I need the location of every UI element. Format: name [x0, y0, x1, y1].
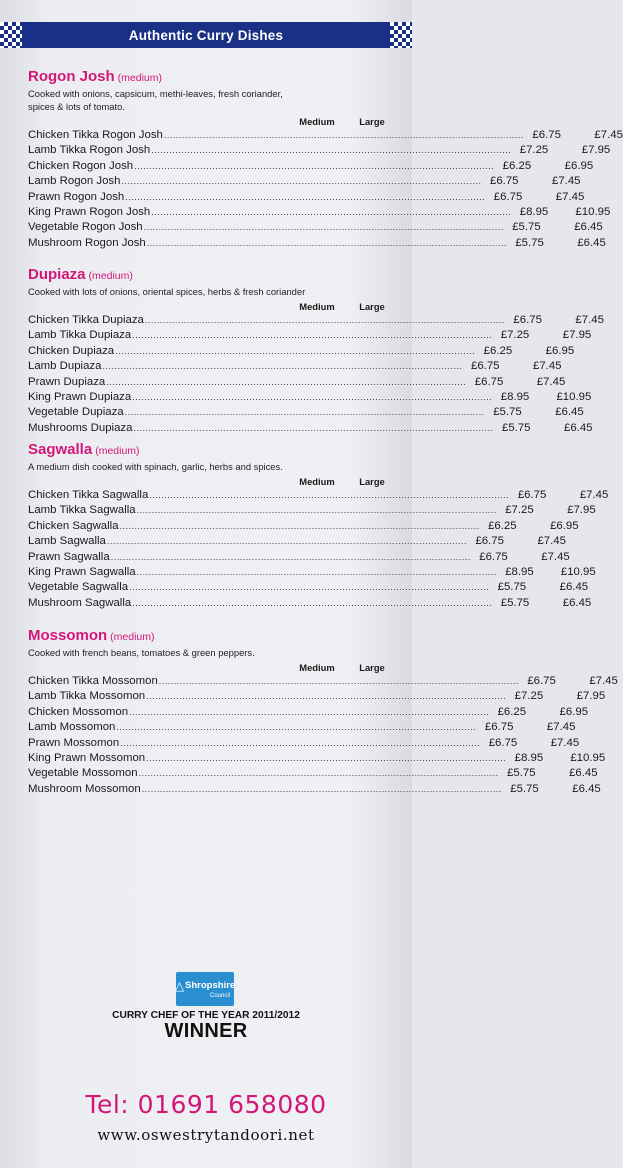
price-large: £7.45 [594, 129, 623, 141]
menu-item [28, 359, 562, 374]
item-name: Mushroom Mossomon [28, 782, 141, 795]
column-header-medium: Medium [299, 116, 335, 127]
item-name: Lamb Sagwalla [28, 535, 106, 548]
item-name: Lamb Tikka Mossomon [28, 690, 146, 703]
menu-section [28, 627, 618, 797]
item-name: Vegetable Dupiaza [28, 406, 124, 419]
dot-leader: ........................................................................................................................ [133, 422, 494, 433]
price-large: £6.95 [564, 159, 594, 172]
price-medium: £6.75 [490, 175, 519, 188]
item-name: King Prawn Sagwalla [28, 566, 136, 579]
website: www.oswestrytandoori.net [97, 1126, 315, 1144]
price-medium: £8.95 [514, 752, 544, 765]
price-medium: £6.75 [493, 190, 523, 203]
section-title [28, 68, 390, 87]
price-large: £7.45 [536, 375, 566, 388]
menu-item [28, 503, 596, 518]
column-header-medium: Medium [299, 476, 335, 487]
menu-item [28, 205, 611, 220]
shropshire-badge [176, 972, 234, 1006]
header-pattern-right [390, 22, 412, 48]
column-headers [28, 476, 390, 488]
dot-leader: ........................................................................................................................ [129, 582, 490, 593]
price-large: £6.45 [569, 767, 598, 780]
section-description: A medium dish cooked with spinach, garlic, herbs and spices. [28, 461, 283, 472]
page-title: Authentic Curry Dishes [128, 27, 284, 43]
menu-item [28, 421, 593, 436]
price-medium: £5.75 [515, 236, 544, 249]
menu-item [28, 128, 623, 143]
price-large: £10.95 [556, 391, 592, 404]
item-name: Mushrooms Dupiaza [28, 421, 133, 434]
item-name: Chicken Tikka Mossomon [28, 675, 158, 687]
section-title [28, 441, 390, 460]
menu-item [28, 550, 570, 565]
price-large: £6.45 [564, 421, 593, 434]
section-qualifier: (medium) [110, 631, 155, 643]
section-description: spices & lots of tomato. [28, 101, 125, 112]
dot-leader: ........................................................................................................................ [136, 505, 497, 516]
menu-item [28, 782, 601, 797]
column-header-large: Large [359, 301, 385, 312]
menu-item [28, 344, 575, 359]
price-large: £7.95 [576, 690, 606, 703]
column-header-large: Large [359, 662, 385, 673]
price-medium: £6.25 [488, 519, 517, 532]
item-name: Prawn Dupiaza [28, 375, 106, 388]
item-name: Prawn Mossomon [28, 736, 120, 749]
price-large: £6.45 [562, 596, 592, 609]
section-title [28, 627, 390, 646]
menu-section [28, 266, 604, 436]
item-name: Chicken Mossomon [28, 705, 129, 718]
price-large: £7.95 [562, 329, 592, 342]
item-name: Lamb Tikka Sagwalla [28, 504, 136, 517]
price-medium: £6.75 [517, 489, 547, 501]
price-large: £7.45 [579, 489, 609, 501]
item-name: Vegetable Mossomon [28, 767, 138, 780]
dot-leader: ........................................................................................................................ [134, 160, 495, 171]
dot-leader: ........................................................................................................................ [151, 207, 512, 218]
menu-item [28, 390, 592, 405]
section-name: Rogon Josh [28, 68, 115, 85]
price-large: £6.45 [574, 221, 603, 234]
item-name: Lamb Dupiaza [28, 360, 102, 373]
item-name: Chicken Tikka Rogon Josh [28, 129, 163, 141]
item-name: Prawn Rogon Josh [28, 190, 125, 203]
price-medium: £8.95 [500, 391, 530, 404]
menu-item [28, 328, 592, 343]
menu-item [28, 751, 606, 766]
menu-item [28, 580, 589, 595]
price-large: £10.95 [560, 566, 596, 579]
badge-name: Shropshire [185, 980, 236, 991]
menu-item [28, 174, 581, 189]
item-name: Chicken Dupiaza [28, 344, 115, 357]
price-medium: £6.75 [475, 535, 504, 548]
dot-leader: ........................................................................................................................ [106, 376, 467, 387]
dot-leader: ........................................................................................................................ [151, 145, 512, 156]
item-name: Chicken Sagwalla [28, 519, 119, 532]
price-large: £7.45 [546, 721, 576, 734]
price-large: £7.95 [581, 144, 611, 157]
dot-leader: ........................................................................................................................ [121, 176, 482, 187]
menu-item [28, 534, 566, 549]
price-medium: £6.75 [471, 360, 500, 373]
price-medium: £6.75 [513, 314, 542, 326]
menu-item [28, 736, 580, 751]
menu-item [28, 674, 618, 689]
section-qualifier: (medium) [117, 72, 163, 84]
dot-leader: ........................................................................................................................ [106, 536, 467, 547]
shropshire-council-logo-icon: △ [174, 978, 185, 993]
dot-leader: ........................................................................................................................ [132, 392, 493, 403]
price-medium: £6.25 [483, 344, 513, 357]
price-medium: £6.75 [527, 675, 556, 687]
price-large: £7.45 [555, 190, 585, 203]
price-large: £6.95 [550, 519, 579, 532]
dot-leader: ........................................................................................................................ [116, 722, 477, 733]
dot-leader: ........................................................................................................................ [124, 407, 485, 418]
item-name: Lamb Tikka Rogon Josh [28, 144, 151, 157]
price-large: £6.45 [555, 406, 584, 419]
price-medium: £5.75 [497, 581, 527, 594]
menu-section [28, 441, 609, 611]
column-header-medium: Medium [299, 301, 335, 312]
price-medium: £7.25 [514, 690, 544, 703]
telephone: Tel: 01691 658080 [85, 1090, 327, 1119]
price-large: £7.45 [552, 175, 581, 188]
item-name: Prawn Sagwalla [28, 550, 110, 563]
menu-item [28, 375, 566, 390]
menu-item [28, 596, 592, 611]
item-name: Mushroom Sagwalla [28, 596, 132, 609]
menu-item [28, 190, 585, 205]
price-medium: £6.75 [488, 736, 518, 749]
menu-item [28, 565, 596, 580]
item-name: Chicken Tikka Sagwalla [28, 489, 149, 501]
award-winner: WINNER [164, 1020, 248, 1042]
price-large: £10.95 [570, 752, 606, 765]
dot-leader: ........................................................................................................................ [141, 783, 502, 794]
menu-item [28, 220, 603, 235]
price-large: £7.45 [575, 314, 604, 326]
dot-leader: ........................................................................................................................ [120, 737, 481, 748]
price-large: £7.45 [541, 550, 570, 563]
section-description: Cooked with lots of onions, oriental spices, herbs & fresh coriander [28, 286, 306, 297]
badge-sub: Council [209, 992, 230, 999]
price-medium: £6.75 [484, 721, 514, 734]
dot-leader: ........................................................................................................................ [163, 130, 524, 140]
menu-item [28, 236, 606, 251]
price-large: £7.45 [550, 736, 580, 749]
dot-leader: ........................................................................................................................ [129, 706, 490, 717]
price-medium: £7.25 [505, 504, 534, 517]
price-medium: £5.75 [507, 767, 536, 780]
menu-item [28, 720, 576, 735]
item-name: Vegetable Rogon Josh [28, 221, 143, 234]
price-large: £6.45 [572, 782, 601, 795]
menu-item [28, 766, 598, 781]
price-medium: £5.75 [502, 421, 531, 434]
price-large: £6.95 [545, 344, 575, 357]
dot-leader: ........................................................................................................................ [110, 551, 471, 562]
dot-leader: ........................................................................................................................ [146, 691, 507, 702]
header-pattern-left [0, 22, 22, 48]
header-bar [0, 22, 412, 48]
dot-leader: ........................................................................................................................ [136, 567, 497, 578]
menu-item [28, 689, 606, 704]
price-medium: £6.25 [502, 159, 532, 172]
item-name: King Prawn Mossomon [28, 752, 146, 765]
section-name: Mossomon [28, 627, 108, 644]
column-headers [28, 662, 390, 674]
dot-leader: ........................................................................................................................ [119, 520, 480, 531]
section-description: Cooked with french beans, tomatoes & green peppers. [28, 647, 255, 658]
column-headers [28, 301, 390, 313]
column-header-large: Large [359, 476, 385, 487]
dot-leader: ........................................................................................................................ [138, 768, 499, 779]
dot-leader: ........................................................................................................................ [146, 753, 507, 764]
price-large: £7.45 [533, 360, 562, 373]
dot-leader: ........................................................................................................................ [143, 222, 504, 233]
item-name: Chicken Rogon Josh [28, 159, 134, 172]
dot-leader: ........................................................................................................................ [115, 345, 476, 356]
price-medium: £5.75 [510, 782, 539, 795]
dot-leader: ........................................................................................................................ [149, 490, 510, 500]
price-medium: £8.95 [519, 206, 549, 219]
item-name: Lamb Tikka Dupiaza [28, 329, 132, 342]
dot-leader: ........................................................................................................................ [132, 330, 493, 341]
column-headers [28, 116, 390, 128]
price-large: £6.45 [559, 581, 589, 594]
section-name: Dupiaza [28, 266, 86, 283]
section-description: Cooked with onions, capsicum, methi-leaves, fresh coriander, [28, 88, 283, 99]
item-name: Chicken Tikka Dupiaza [28, 314, 144, 326]
menu-item [28, 143, 611, 158]
price-large: £7.45 [589, 675, 618, 687]
dot-leader: ........................................................................................................................ [125, 191, 486, 202]
section-title [28, 266, 390, 285]
price-medium: £6.25 [497, 705, 527, 718]
price-large: £6.45 [577, 236, 606, 249]
price-medium: £6.75 [532, 129, 561, 141]
price-large: £10.95 [575, 206, 611, 219]
dot-leader: ........................................................................................................................ [146, 237, 507, 248]
menu-item [28, 313, 604, 328]
price-medium: £6.75 [474, 375, 504, 388]
price-large: £6.95 [559, 705, 589, 718]
price-large: £7.95 [567, 504, 596, 517]
price-large: £7.45 [537, 535, 566, 548]
award-line: CURRY CHEF OF THE YEAR 2011/2012 [112, 1010, 300, 1021]
price-medium: £6.75 [479, 550, 508, 563]
section-name: Sagwalla [28, 441, 93, 458]
price-medium: £5.75 [512, 221, 541, 234]
price-medium: £5.75 [493, 406, 522, 419]
menu-item [28, 705, 589, 720]
item-name: Mushroom Rogon Josh [28, 236, 146, 249]
menu-item [28, 488, 609, 503]
item-name: Lamb Rogon Josh [28, 175, 121, 188]
item-name: King Prawn Rogon Josh [28, 206, 151, 219]
dot-leader: ........................................................................................................................ [132, 597, 493, 608]
item-name: King Prawn Dupiaza [28, 391, 132, 404]
dot-leader: ........................................................................................................................ [102, 361, 463, 372]
dot-leader: ........................................................................................................................ [144, 315, 505, 325]
price-medium: £5.75 [500, 596, 530, 609]
menu-section [28, 68, 623, 251]
section-qualifier: (medium) [95, 445, 140, 457]
column-header-medium: Medium [299, 662, 335, 673]
item-name: Lamb Mossomon [28, 721, 116, 734]
dot-leader: ........................................................................................................................ [158, 676, 519, 686]
menu-item [28, 405, 584, 420]
section-qualifier: (medium) [88, 270, 133, 282]
price-medium: £7.25 [519, 144, 549, 157]
price-medium: £8.95 [505, 566, 534, 579]
menu-item [28, 159, 594, 174]
column-header-large: Large [359, 116, 385, 127]
price-medium: £7.25 [500, 329, 530, 342]
menu-item [28, 519, 579, 534]
item-name: Vegetable Sagwalla [28, 581, 129, 594]
